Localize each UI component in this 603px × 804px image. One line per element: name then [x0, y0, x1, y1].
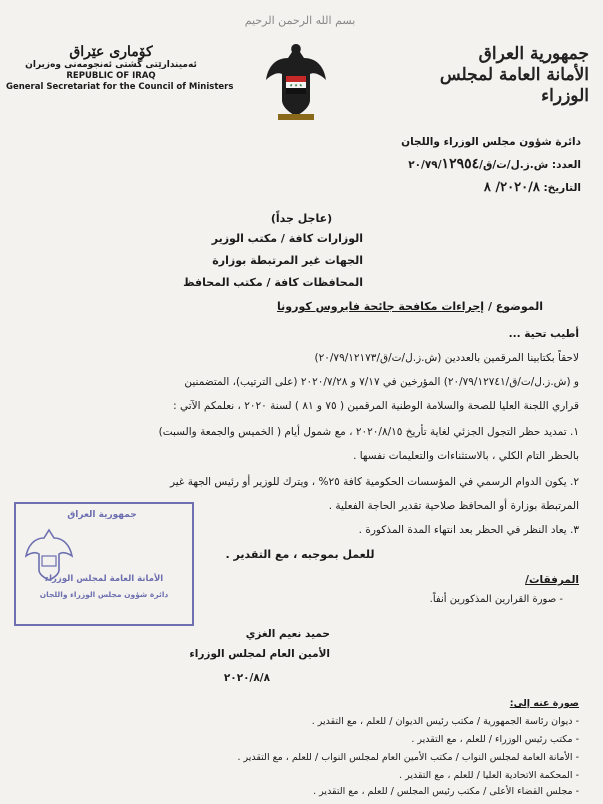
- iraq-eagle-emblem-icon: [264, 40, 328, 122]
- body-line-3: قراري اللجنة العليا للصحة والسلامة الوطنية المرقمين ( ٧٥ و ٨١ ) لسنة ٢٠٢٠ ، نعلمكم الآتي :: [173, 400, 579, 412]
- header-ku-country: كۆماری عێراق: [69, 44, 153, 60]
- cc-dash-icon: -: [572, 716, 579, 727]
- cc-item: [219, 786, 579, 797]
- closing-line: للعمل بموجبه ، مع التقدير .: [225, 548, 375, 561]
- cc-dash-icon: -: [572, 770, 579, 781]
- greeting: أطيب تحية ...: [508, 328, 579, 340]
- document-number: [221, 156, 581, 172]
- attachment-text: صورة القرارين المذكورين أنفاً.: [429, 594, 557, 605]
- attachment-item: [303, 594, 563, 605]
- cc-text: مكتب رئيس الوزراء / للعلم ، مع التقدير .: [411, 734, 573, 745]
- cc-dash-icon: -: [572, 786, 579, 797]
- signatory-name: حميد نعيم الغزي: [245, 628, 330, 640]
- addressee-1: الوزارات كافة / مكتب الوزير: [211, 232, 363, 245]
- svg-text:★ ★ ★: ★ ★ ★: [289, 82, 303, 88]
- header-ar-country: جمهورية العراق: [478, 44, 589, 64]
- number-label: العدد: ش.ز.ل/ت/ق/٢٠/٧٩/: [408, 159, 581, 171]
- header-en-office: General Secretariat for the Council of Ministers: [6, 82, 234, 92]
- number-value: ١٢٩٥٤: [441, 156, 480, 172]
- department-line: دائرة شؤون مجلس الوزراء واللجان: [401, 136, 581, 148]
- attachment-dash-icon: -: [559, 594, 563, 605]
- basmala: بسم الله الرحمن الرحيم: [244, 14, 356, 27]
- official-stamp: [14, 502, 194, 626]
- attachments-label: المرفقات/: [525, 574, 579, 586]
- stamp-country: جمهورية العراق: [67, 510, 137, 520]
- cc-item: [219, 734, 579, 745]
- header-arabic: [399, 44, 589, 107]
- body-line-1: لاحقاً بكتابينا المرقمين بالعددين (ش.ز.ل/ت/ق/٢٠/٧٩/١٢١٧٣): [314, 352, 579, 364]
- cc-item: [219, 752, 579, 763]
- document-date: [221, 180, 581, 195]
- subject-line: [83, 300, 543, 313]
- body-item-2: ٢. يكون الدوام الرسمي في المؤسسات الحكومية كافة ٢٥% ، ويترك للوزير أو رئيس الجهة غير: [169, 476, 579, 488]
- body-item-1-cont: بالحظر التام الكلي ، بالاستثناءات والتعليمات نفسها .: [353, 450, 579, 462]
- stamp-department: دائرة شؤون مجلس الوزراء واللجان: [39, 590, 169, 599]
- subject-label: الموضوع /: [487, 300, 543, 313]
- cc-item: [219, 716, 579, 727]
- addressee-2: الجهات غير المرتبطة بوزارة: [212, 254, 363, 267]
- subject-text: إجراءات مكافحة جائحة فايروس كورونا: [277, 300, 485, 313]
- header-ar-office: الأمانة العامة لمجلس الوزراء: [439, 65, 589, 106]
- cc-text: مجلس القضاء الأعلى / مكتب رئيس المجلس / للعلم ، مع التقدير .: [313, 786, 573, 797]
- cc-dash-icon: -: [572, 752, 579, 763]
- date-label: التاريخ:: [543, 182, 581, 194]
- cc-text: المحكمة الاتحادية العليا / للعلم ، مع التقدير .: [399, 770, 573, 781]
- body-item-2-cont: المرتبطة بوزارة أو المحافظ صلاحية تقدير الحاجة الفعلية .: [328, 500, 579, 512]
- signature-date: ٢٠٢٠/٨/٨: [223, 672, 270, 684]
- header-en-country: REPUBLIC OF IRAQ: [66, 71, 156, 81]
- addressee-3: المحافظات كافة / مكتب المحافظ: [183, 276, 363, 289]
- cc-item: [219, 770, 579, 781]
- cc-text: ديوان رئاسة الجمهورية / مكتب رئيس الديوان / للعلم ، مع التقدير .: [311, 716, 573, 727]
- body-item-3: ٣. يعاد النظر في الحظر بعد انتهاء المدة المذكورة .: [358, 524, 579, 536]
- signatory-title: الأمين العام لمجلس الوزراء: [189, 648, 330, 660]
- stamp-office: الأمانة العامة لمجلس الوزراء: [44, 574, 164, 584]
- header-left-block: [6, 44, 234, 92]
- header-ku-office: ئەمیندارێتی گشتی ئەنجومەنی وەزیران: [25, 60, 197, 70]
- cc-text: الأمانة العامة لمجلس النواب / مكتب الأمين العام لمجلس النواب / للعلم ، مع التقدير .: [237, 752, 573, 763]
- date-value: ٢٠٢٠/٨/ ٨: [483, 180, 540, 195]
- body-line-2: و (ش.ز.ل/ت/ق/٢٠/٧٩/١٢٧٤١) المؤرخين في ٧/١٧ و ٢٠٢٠/٧/٢٨ (على الترتيب)، المتضمنين: [184, 376, 579, 388]
- body-item-1: ١. تمديد حظر التجول الجزئي لغاية تأريخ ٢٠٢٠/٨/١٥ ، مع شمول أيام ( الخميس والجمعة والسبت): [158, 426, 579, 438]
- cc-dash-icon: -: [572, 734, 579, 745]
- cc-title: صورة عنه إلى:: [509, 698, 579, 709]
- urgent-label: (عاجل جداً): [270, 212, 333, 225]
